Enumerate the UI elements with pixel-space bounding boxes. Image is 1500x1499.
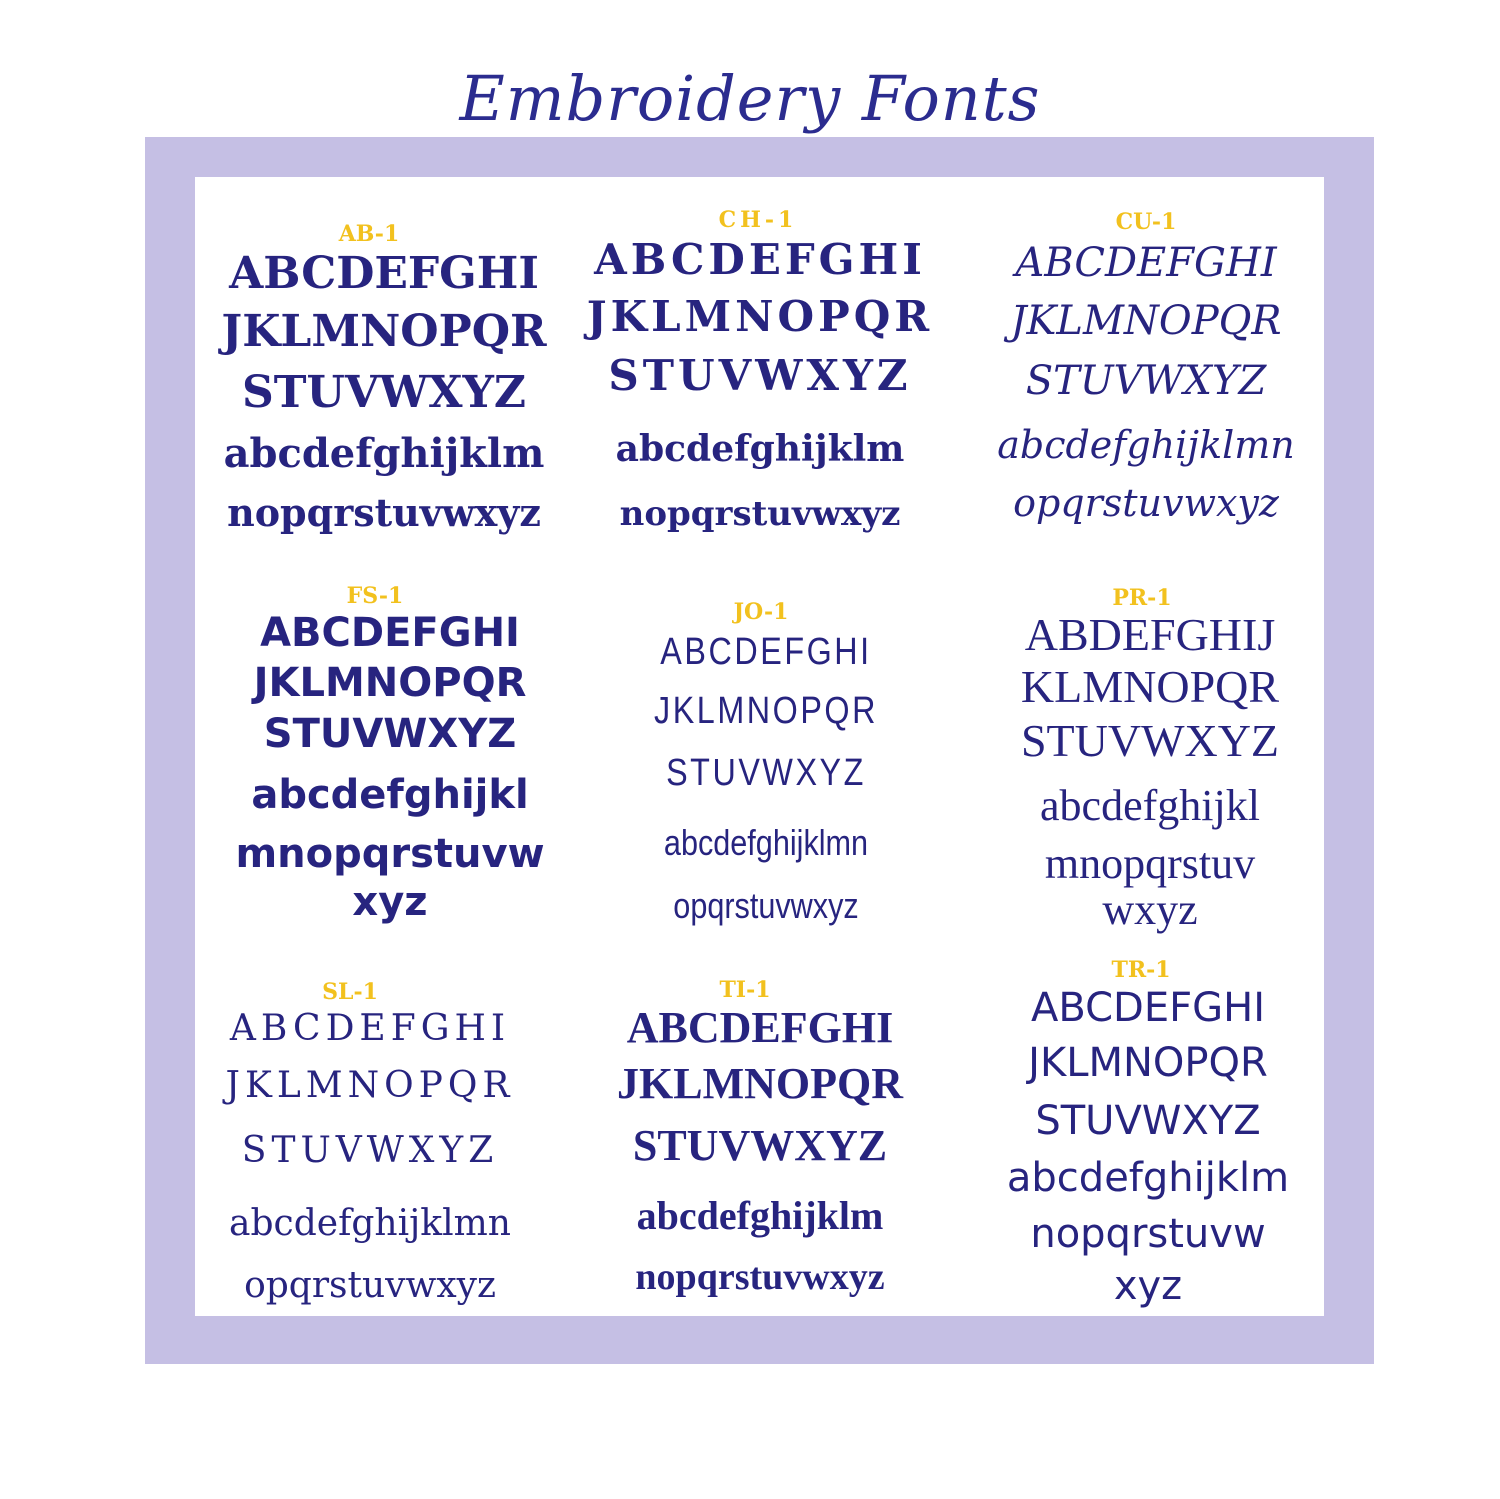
uppercase-line-2: JKLMNOPQR (586, 292, 934, 341)
font-code-label: TR-1 (1111, 957, 1171, 983)
lowercase-line-3: wxyz (1102, 885, 1198, 934)
font-sample-tr-1 (960, 958, 1336, 1310)
uppercase-line-2: JKLMNOPQR (1010, 298, 1282, 344)
uppercase-line-3: STUVWXYZ (1035, 1098, 1261, 1144)
font-code-label: FS-1 (346, 583, 404, 609)
font-sample-jo-1 (578, 600, 954, 930)
font-code-label: PR-1 (1112, 585, 1172, 611)
font-sample-sl-1 (182, 980, 558, 1308)
lowercase-line-2: mnopqrstuv (1044, 839, 1256, 888)
uppercase-line-1: ABDEFGHIJ (1024, 609, 1276, 660)
uppercase-line-3: STUVWXYZ (241, 1130, 499, 1171)
uppercase-line-3: STUVWXYZ (1020, 715, 1280, 766)
uppercase-line-1: ABCDEFGHI (229, 1008, 511, 1049)
lowercase-line-1: abcdefghijklm (1006, 1155, 1290, 1201)
lowercase-line-2: mnopqrstuvw (235, 831, 545, 877)
lowercase-line-1: abcdefghijklm (223, 430, 545, 477)
font-sample-fs-1 (202, 584, 578, 926)
uppercase-line-3: STUVWXYZ (1025, 358, 1267, 404)
lowercase-line-1: abcdefghijklm (615, 428, 905, 470)
lowercase-line-1: abcdefghijkl (1040, 781, 1260, 830)
uppercase-line-2: JKLMNOPQR (221, 306, 547, 357)
uppercase-line-1: ABCDEFGHI (260, 610, 520, 656)
uppercase-line-3: STUVWXYZ (241, 367, 527, 418)
uppercase-line-1: ABCDEFGHI (229, 248, 539, 299)
lowercase-line-2: opqrstuvwxyz (673, 885, 859, 926)
font-code-label: AB-1 (338, 221, 400, 247)
uppercase-line-2: JKLMNOPQR (654, 690, 878, 732)
lowercase-line-1: abcdefghijklm (636, 1193, 884, 1238)
font-sample-ch-1 (572, 208, 948, 536)
uppercase-line-2: JKLMNOPQR (253, 660, 527, 706)
lowercase-line-1: abcdefghijklmn (997, 423, 1295, 467)
uppercase-line-3: STUVWXYZ (666, 752, 866, 794)
font-sample-ti-1 (572, 978, 948, 1300)
font-sample-ab-1 (196, 222, 572, 542)
lowercase-line-2: opqrstuvwxyz (244, 1265, 496, 1306)
uppercase-line-1: ABCDEFGHI (660, 631, 872, 673)
uppercase-line-2: JKLMNOPQR (617, 1059, 903, 1108)
lowercase-line-3: xyz (352, 879, 428, 925)
uppercase-line-2: KLMNOPQR (1020, 661, 1280, 712)
uppercase-line-3: STUVWXYZ (608, 351, 912, 400)
uppercase-line-3: STUVWXYZ (632, 1121, 888, 1170)
font-code-label: CU-1 (1115, 209, 1177, 235)
lowercase-line-2: nopqrstuvw (1030, 1211, 1266, 1257)
lowercase-line-2: nopqrstuvwxyz (635, 1256, 885, 1298)
uppercase-line-1: ABCDEFGHI (594, 235, 926, 284)
font-code-label: JO-1 (733, 599, 789, 625)
font-sample-pr-1 (962, 586, 1338, 936)
uppercase-line-1: ABCDEFGHI (626, 1003, 894, 1052)
font-sample-cu-1 (958, 210, 1334, 528)
lowercase-line-2: opqrstuvwxyz (1013, 481, 1279, 525)
font-code-label: TI-1 (719, 977, 771, 1003)
uppercase-line-2: JKLMNOPQR (225, 1065, 515, 1106)
uppercase-line-1: ABCDEFGHI (1015, 240, 1277, 286)
lowercase-line-2: nopqrstuvwxyz (227, 490, 541, 535)
font-code-label: SL-1 (322, 979, 378, 1005)
lowercase-line-1: abcdefghijklmn (663, 822, 869, 863)
lowercase-line-3: xyz (1113, 1263, 1183, 1309)
uppercase-line-2: JKLMNOPQR (1028, 1040, 1268, 1086)
lowercase-line-2: nopqrstuvwxyz (619, 494, 901, 534)
uppercase-line-3: STUVWXYZ (263, 711, 517, 757)
uppercase-line-1: ABCDEFGHI (1031, 985, 1265, 1031)
font-code-label: CH-1 (718, 207, 798, 233)
lowercase-line-1: abcdefghijklmn (229, 1203, 511, 1244)
page-title: Embroidery Fonts (459, 62, 1041, 135)
lowercase-line-1: abcdefghijkl (251, 772, 529, 818)
